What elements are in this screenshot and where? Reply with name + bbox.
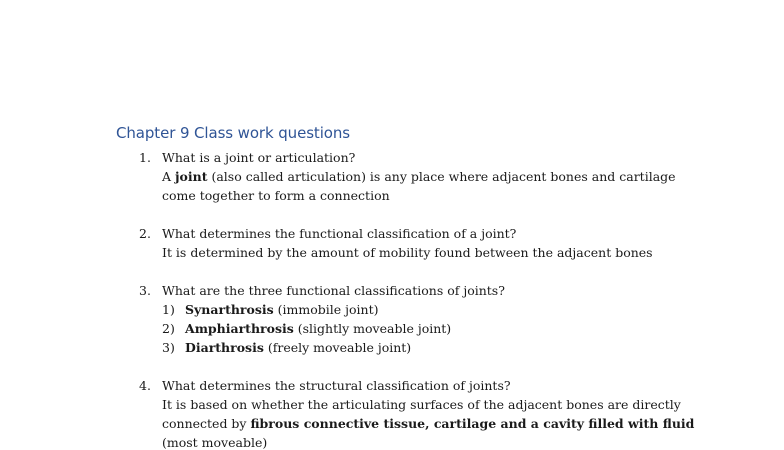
question-number: 2. [139,226,151,241]
question-text: What determines the functional classification of a joint? [162,226,517,241]
list-item-number: 2) [162,321,175,336]
list-item-number: 3) [162,340,175,355]
question-number: 4. [139,378,151,393]
question-number: 1. [139,150,151,165]
answer-line: connected by fibrous connective tissue, cartilage and a cavity filled with fluid [162,416,695,431]
question-text: What determines the structural classification of joints? [162,378,511,393]
answer-line: (most moveable) [162,435,268,450]
question-number: 3. [139,283,151,298]
list-item: Synarthrosis (immobile joint) [185,302,379,317]
list-item-number: 1) [162,302,175,317]
list-item: Diarthrosis (freely moveable joint) [185,340,412,355]
question-text: What is a joint or articulation? [162,150,356,165]
answer-line: A joint (also called articulation) is any place where adjacent bones and cartilage [162,169,676,184]
answer-line: It is determined by the amount of mobility found between the adjacent bones [162,245,653,260]
question-text: What are the three functional classifications of joints? [162,283,505,298]
list-item: Amphiarthrosis (slightly moveable joint) [185,321,452,336]
answer-line: It is based on whether the articulating surfaces of the adjacent bones are directly [162,397,681,412]
page-title: Chapter 9 Class work questions [116,124,350,142]
answer-line: come together to form a connection [162,188,390,203]
